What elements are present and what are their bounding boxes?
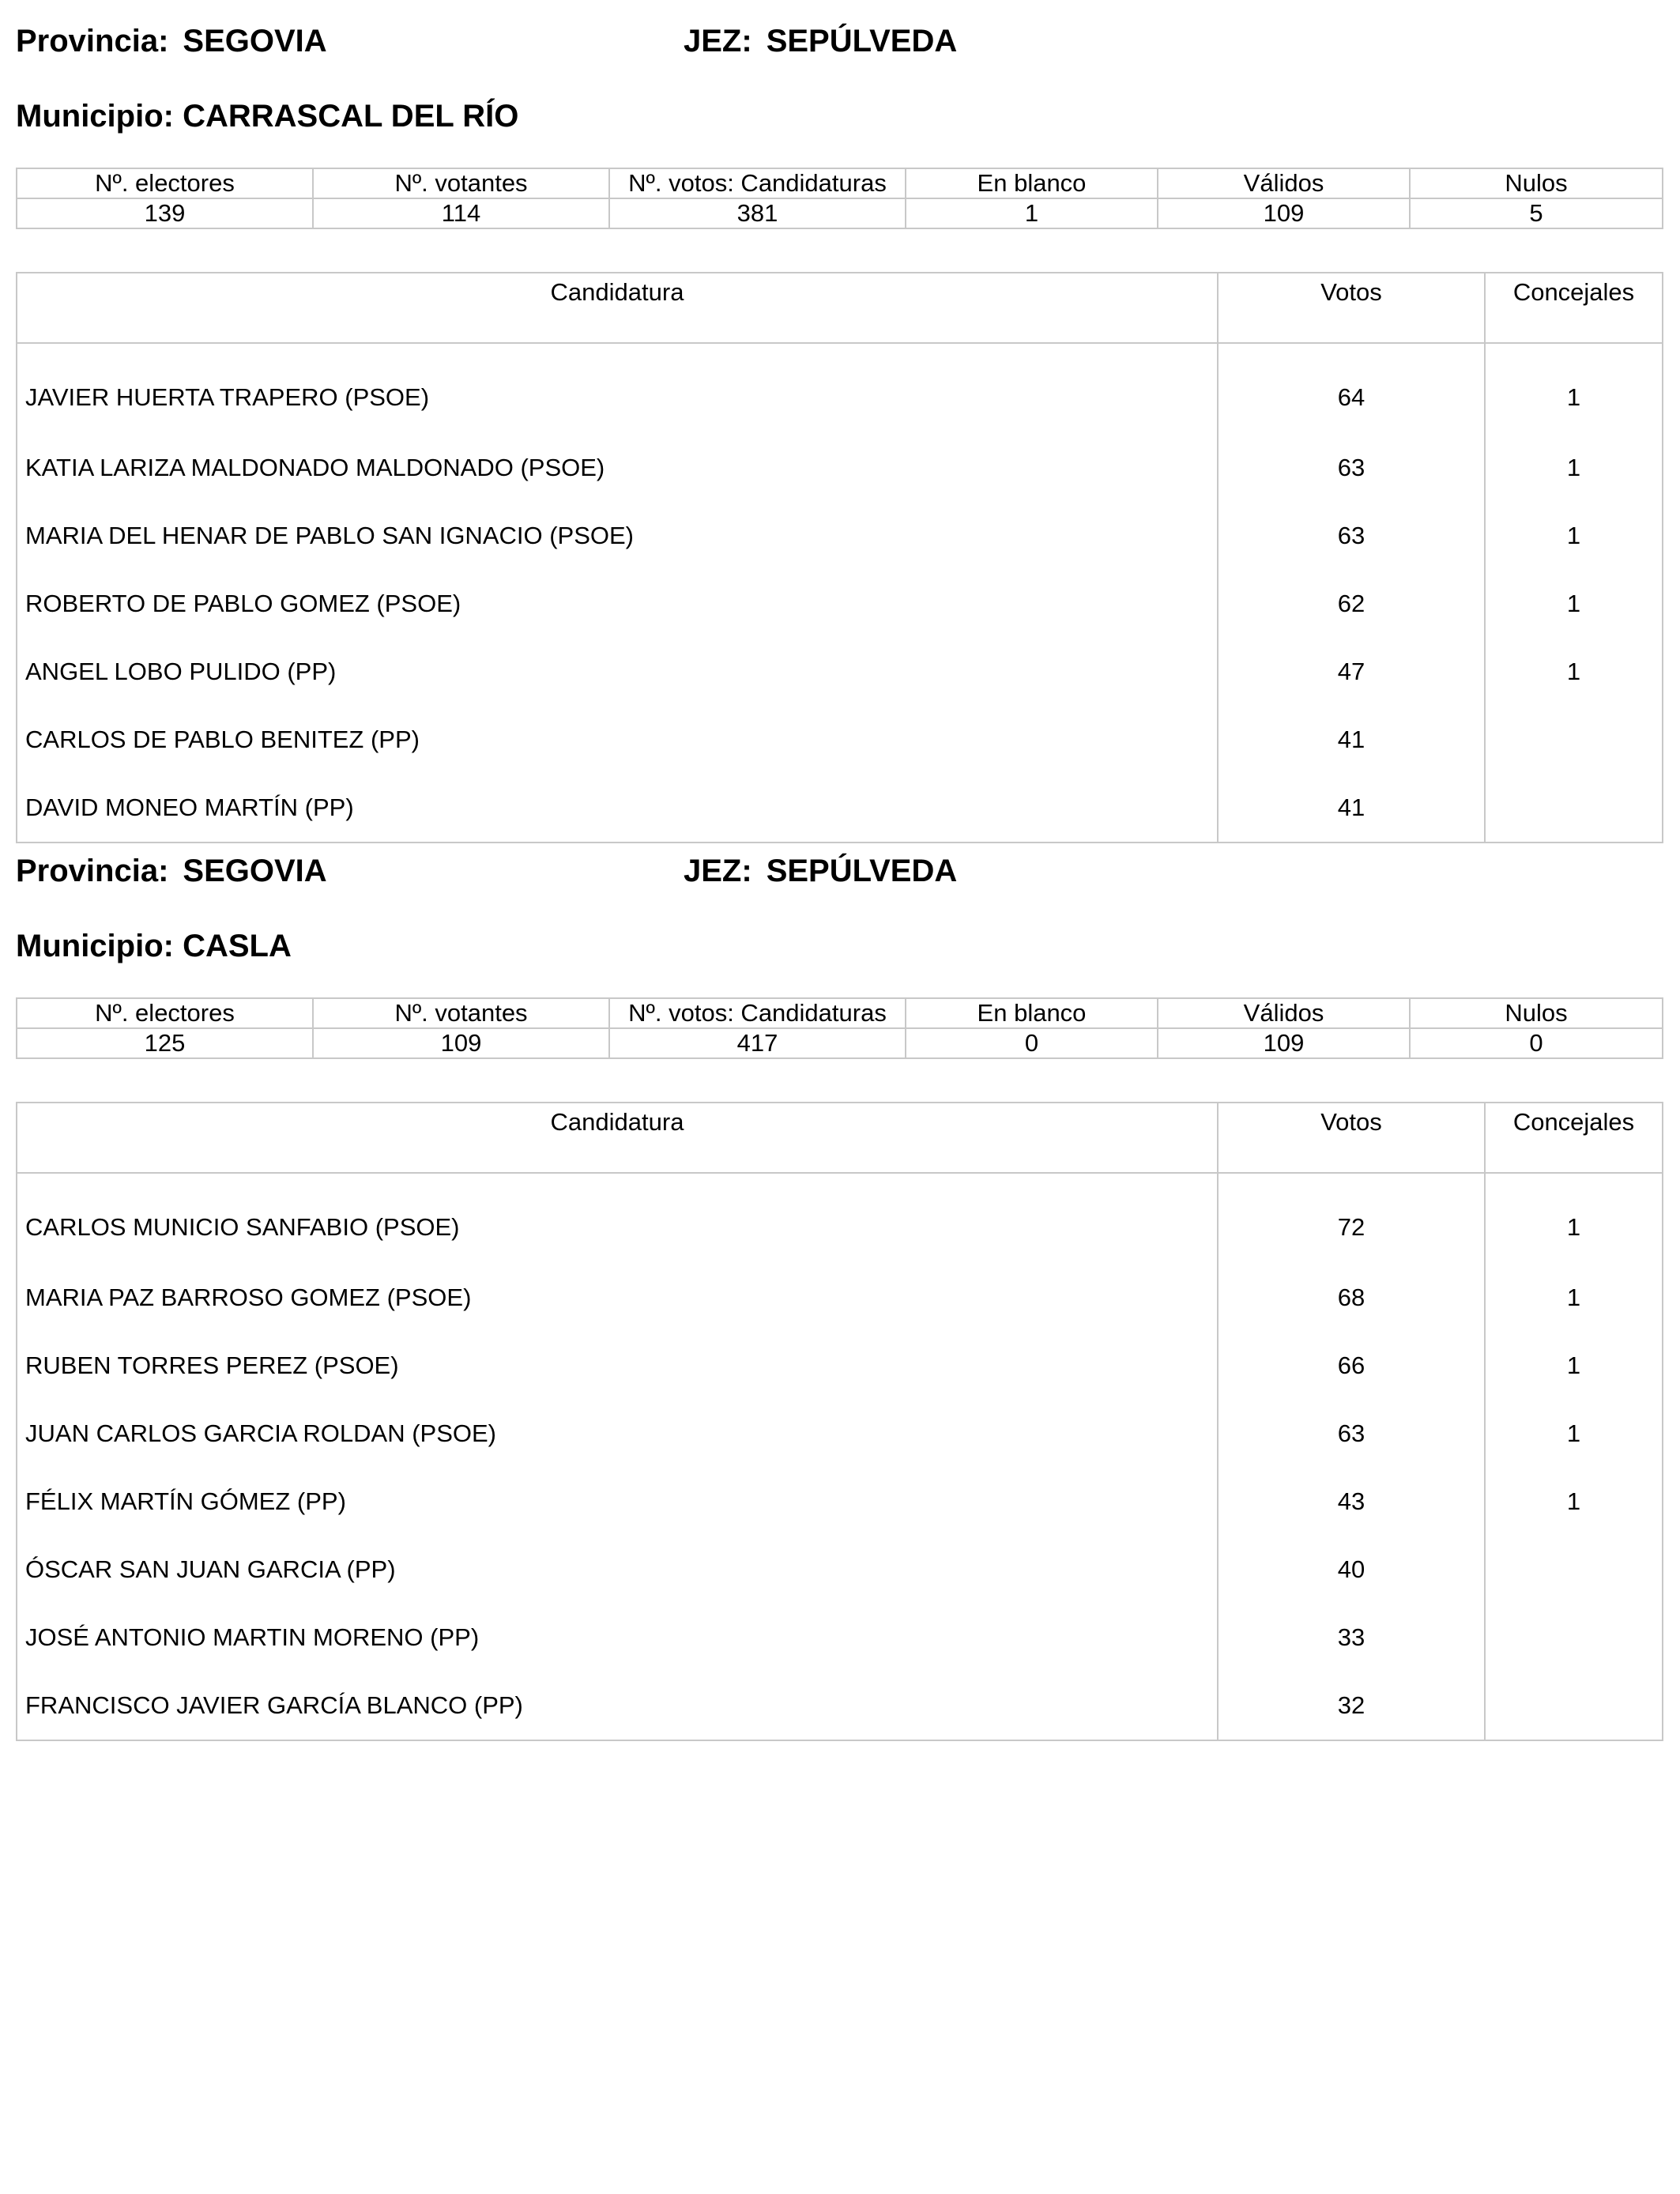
candidates-header-row bbox=[17, 1103, 1663, 1173]
candidate-name: RUBEN TORRES PEREZ (PSOE) bbox=[17, 1332, 1218, 1400]
candidatura-header: Candidatura bbox=[17, 1103, 1218, 1173]
candidate-row bbox=[17, 1604, 1663, 1672]
candidate-votes: 41 bbox=[1218, 774, 1485, 843]
candidate-row bbox=[17, 1400, 1663, 1468]
candidate-name: JOSÉ ANTONIO MARTIN MORENO (PP) bbox=[17, 1604, 1218, 1672]
candidate-votes: 64 bbox=[1218, 343, 1485, 434]
candidate-votes: 63 bbox=[1218, 502, 1485, 570]
candidate-name: DAVID MONEO MARTÍN (PP) bbox=[17, 774, 1218, 843]
province-jez-header bbox=[16, 24, 1662, 71]
candidate-row bbox=[17, 1468, 1663, 1536]
municipio-value: CARRASCAL DEL RÍO bbox=[183, 99, 519, 134]
summary-value-cell: 5 bbox=[1410, 198, 1663, 228]
summary-value-cell: 114 bbox=[313, 198, 609, 228]
provincia-label: Provincia: bbox=[16, 854, 169, 888]
provincia-value: SEGOVIA bbox=[183, 24, 327, 58]
jez-label: JEZ: bbox=[684, 854, 752, 888]
summary-header-cell: Nº. votos: Candidaturas bbox=[609, 998, 906, 1028]
candidates-table bbox=[16, 1102, 1663, 1741]
candidate-seats bbox=[1485, 706, 1663, 774]
candidate-seats: 1 bbox=[1485, 570, 1663, 638]
candidates-header-row bbox=[17, 273, 1663, 343]
candidate-name: ANGEL LOBO PULIDO (PP) bbox=[17, 638, 1218, 706]
candidate-row bbox=[17, 502, 1663, 570]
summary-header-cell: Válidos bbox=[1158, 168, 1410, 198]
municipio-header bbox=[16, 929, 292, 964]
candidate-row bbox=[17, 343, 1663, 434]
votos-header: Votos bbox=[1218, 1103, 1485, 1173]
candidate-seats bbox=[1485, 774, 1663, 843]
candidate-votes: 62 bbox=[1218, 570, 1485, 638]
candidate-name: MARIA PAZ BARROSO GOMEZ (PSOE) bbox=[17, 1264, 1218, 1332]
candidate-row bbox=[17, 434, 1663, 502]
summary-value-cell: 0 bbox=[906, 1028, 1158, 1058]
candidate-row bbox=[17, 638, 1663, 706]
candidate-row bbox=[17, 1173, 1663, 1264]
candidate-row bbox=[17, 706, 1663, 774]
candidates-table bbox=[16, 272, 1663, 843]
candidate-votes: 43 bbox=[1218, 1468, 1485, 1536]
candidate-name: FRANCISCO JAVIER GARCÍA BLANCO (PP) bbox=[17, 1672, 1218, 1740]
municipio-label: Municipio: bbox=[16, 99, 174, 134]
candidate-votes: 72 bbox=[1218, 1173, 1485, 1264]
candidate-name: KATIA LARIZA MALDONADO MALDONADO (PSOE) bbox=[17, 434, 1218, 502]
candidate-votes: 68 bbox=[1218, 1264, 1485, 1332]
jez-value: SEPÚLVEDA bbox=[766, 854, 958, 888]
candidate-seats: 1 bbox=[1485, 502, 1663, 570]
summary-value-cell: 381 bbox=[609, 198, 906, 228]
municipio-value: CASLA bbox=[183, 929, 292, 963]
candidate-row bbox=[17, 774, 1663, 843]
candidate-seats: 1 bbox=[1485, 343, 1663, 434]
summary-value-cell: 109 bbox=[1158, 198, 1410, 228]
municipio-header bbox=[16, 99, 518, 134]
summary-header-cell: Nº. votos: Candidaturas bbox=[609, 168, 906, 198]
candidate-row bbox=[17, 1536, 1663, 1604]
candidate-votes: 33 bbox=[1218, 1604, 1485, 1672]
candidate-votes: 47 bbox=[1218, 638, 1485, 706]
summary-header-cell: Nº. electores bbox=[17, 168, 313, 198]
candidate-name: JAVIER HUERTA TRAPERO (PSOE) bbox=[17, 343, 1218, 434]
candidate-seats: 1 bbox=[1485, 1264, 1663, 1332]
candidate-name: FÉLIX MARTÍN GÓMEZ (PP) bbox=[17, 1468, 1218, 1536]
summary-table bbox=[16, 997, 1663, 1059]
summary-header-cell: Válidos bbox=[1158, 998, 1410, 1028]
candidate-row bbox=[17, 1264, 1663, 1332]
summary-table bbox=[16, 168, 1663, 229]
summary-header-row bbox=[17, 998, 1663, 1028]
summary-header-cell: En blanco bbox=[906, 168, 1158, 198]
summary-header-cell: Nº. votantes bbox=[313, 998, 609, 1028]
province-jez-header bbox=[16, 854, 1662, 901]
candidate-name: JUAN CARLOS GARCIA ROLDAN (PSOE) bbox=[17, 1400, 1218, 1468]
candidate-name: MARIA DEL HENAR DE PABLO SAN IGNACIO (PSOE) bbox=[17, 502, 1218, 570]
candidate-name: ROBERTO DE PABLO GOMEZ (PSOE) bbox=[17, 570, 1218, 638]
summary-value-cell: 109 bbox=[313, 1028, 609, 1058]
candidate-votes: 66 bbox=[1218, 1332, 1485, 1400]
candidate-name: CARLOS DE PABLO BENITEZ (PP) bbox=[17, 706, 1218, 774]
jez-label: JEZ: bbox=[684, 24, 752, 58]
summary-header-row bbox=[17, 168, 1663, 198]
candidate-seats: 1 bbox=[1485, 434, 1663, 502]
summary-value-cell: 417 bbox=[609, 1028, 906, 1058]
municipio-label: Municipio: bbox=[16, 929, 174, 963]
candidatura-header: Candidatura bbox=[17, 273, 1218, 343]
candidate-seats: 1 bbox=[1485, 1400, 1663, 1468]
candidate-row bbox=[17, 1332, 1663, 1400]
provincia-label: Provincia: bbox=[16, 24, 169, 58]
summary-header-cell: Nº. electores bbox=[17, 998, 313, 1028]
summary-header-cell: Nulos bbox=[1410, 998, 1663, 1028]
candidate-seats bbox=[1485, 1604, 1663, 1672]
provincia-value: SEGOVIA bbox=[183, 854, 327, 888]
summary-header-cell: Nulos bbox=[1410, 168, 1663, 198]
votos-header: Votos bbox=[1218, 273, 1485, 343]
candidate-votes: 40 bbox=[1218, 1536, 1485, 1604]
summary-value-cell: 139 bbox=[17, 198, 313, 228]
summary-header-cell: En blanco bbox=[906, 998, 1158, 1028]
candidate-votes: 63 bbox=[1218, 434, 1485, 502]
concejales-header: Concejales bbox=[1485, 1103, 1663, 1173]
summary-value-row bbox=[17, 198, 1663, 228]
candidate-seats: 1 bbox=[1485, 1468, 1663, 1536]
summary-value-cell: 109 bbox=[1158, 1028, 1410, 1058]
summary-value-cell: 0 bbox=[1410, 1028, 1663, 1058]
summary-header-cell: Nº. votantes bbox=[313, 168, 609, 198]
candidate-seats: 1 bbox=[1485, 1332, 1663, 1400]
candidate-row bbox=[17, 1672, 1663, 1740]
jez-value: SEPÚLVEDA bbox=[766, 24, 958, 58]
candidate-seats bbox=[1485, 1672, 1663, 1740]
candidate-name: CARLOS MUNICIO SANFABIO (PSOE) bbox=[17, 1173, 1218, 1264]
summary-value-row bbox=[17, 1028, 1663, 1058]
candidate-seats bbox=[1485, 1536, 1663, 1604]
summary-value-cell: 1 bbox=[906, 198, 1158, 228]
concejales-header: Concejales bbox=[1485, 273, 1663, 343]
candidate-votes: 32 bbox=[1218, 1672, 1485, 1740]
candidate-seats: 1 bbox=[1485, 638, 1663, 706]
candidate-row bbox=[17, 570, 1663, 638]
summary-value-cell: 125 bbox=[17, 1028, 313, 1058]
candidate-name: ÓSCAR SAN JUAN GARCIA (PP) bbox=[17, 1536, 1218, 1604]
candidate-votes: 63 bbox=[1218, 1400, 1485, 1468]
candidate-votes: 41 bbox=[1218, 706, 1485, 774]
candidate-seats: 1 bbox=[1485, 1173, 1663, 1264]
